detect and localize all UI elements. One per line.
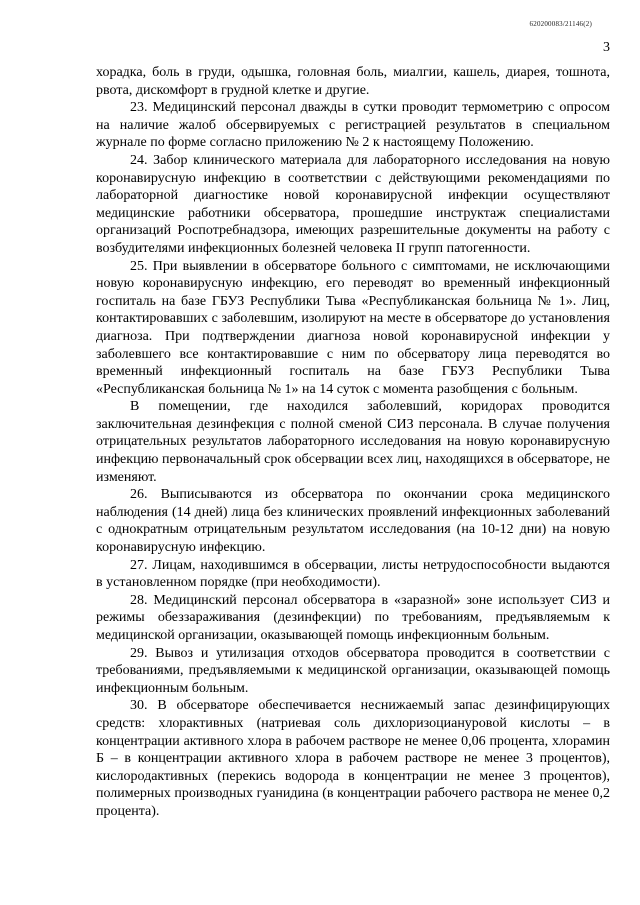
- paragraph-28: 28. Медицинский персонал обсерватора в «заразной» зоне использует СИЗ и режимы обеззараживания (дезинфекции) по требованиям, предъявляемым к медицинской организации, оказывающей помощь инфекционным больным.: [96, 592, 610, 643]
- paragraph-continuation: хорадка, боль в груди, одышка, головная боль, миалгии, кашель, диарея, тошнота, рвота, дискомфорт в грудной клетке и другие.: [96, 65, 610, 98]
- paragraph-24: 24. Забор клинического материала для лабораторного исследования на новую коронавирусную инфекцию в соответствии с действующими рекомендациями по лабораторной диагностике новой коронавирусной инфекции осуществляют медицинские работники обсерватора, прошедшие инструктаж специалистами организаций Роспотребнадзора, имеющих разрешительные документы на работу с возбудителями инфекционных болезней человека II групп патогенности.: [96, 152, 610, 256]
- paragraph-25-disinfection: В помещении, где находился заболевший, коридорах проводится заключительная дезинфекция с полной сменой СИЗ персонала. В случае получения отрицательных результатов лабораторного исследования на новую коронавирусную инфекцию первоначальный срок обсервации всех лиц, находящихся в обсерваторе, не изменяют.: [96, 399, 610, 485]
- paragraph-30: 30. В обсерваторе обеспечивается неснижаемый запас дезинфицирующих средств: хлорактивных (натриевая соль дихлоризоциануровой кислоты – в концентрации активного хлора в рабочем растворе не менее 0,06 процента, хлорамин Б – в концентрации активного хлора в рабочем растворе не менее 3 процентов), кислородактивных (перекись водорода в концентрации не менее 3 процентов), полимерных производных гуанидина (в концентрации рабочего раствора не менее 0,2 процента).: [96, 698, 610, 819]
- page-number: 3: [603, 40, 610, 55]
- paragraph-29: 29. Вывоз и утилизация отходов обсерватора проводится в соответствии с требованиями, предъявляемыми к медицинской организации, оказывающей помощь инфекционным больным.: [96, 645, 610, 696]
- paragraph-25: 25. При выявлении в обсерваторе больного с симптомами, не исключающими новую коронавирусную инфекцию, его переводят во временный инфекционный госпиталь на базе ГБУЗ Республики Тыва «Республиканская больница № 1». Лиц, контактировавших с заболевшим, изолируют на месте в обсерваторе до установления диагноза. При подтверждении диагноза новой коронавирусной инфекции у заболевшего все контактировавшие с ним по обсерватору лица переводятся во временный инфекционный госпиталь на базе ГБУЗ Республики Тыва «Республиканская больница № 1» на 14 суток с момента разобщения с больным.: [96, 258, 610, 397]
- paragraph-27: 27. Лицам, находившимся в обсервации, листы нетрудоспособности выдаются в установленном порядке (при необходимости).: [96, 557, 610, 591]
- document-body: [96, 64, 610, 821]
- document-id: 620200083/21146(2): [529, 20, 592, 28]
- paragraph-23: 23. Медицинский персонал дважды в сутки проводит термометрию с опросом на наличие жалоб обсервируемых с регистрацией результатов в специальном журнале по форме согласно приложению № 2 к настоящему Положению.: [96, 100, 610, 151]
- paragraph-26: 26. Выписываются из обсерватора по окончании срока медицинского наблюдения (14 дней) лица без клинических проявлений инфекционных заболеваний с однократным отрицательным результатом исследования (на 10-12 дни) на новую коронавирусную инфекцию.: [96, 487, 610, 556]
